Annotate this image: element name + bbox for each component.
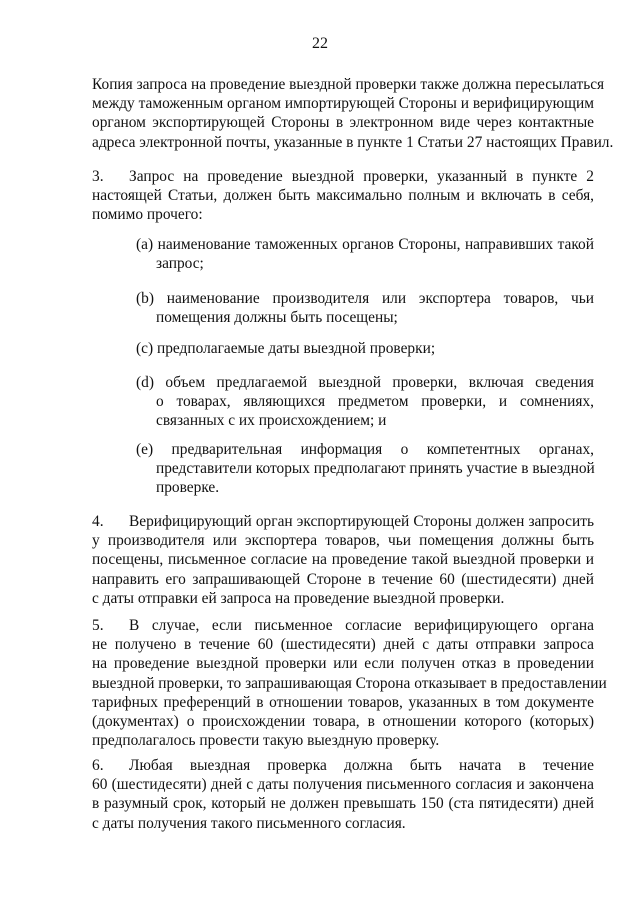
text-line: наименование таможенных органов Стороны, направивших такой — [157, 236, 594, 253]
text-line: 60 (шестидесяти) дней с даты получения письменного согласия и закончена — [92, 776, 594, 794]
item-marker: (b) — [136, 290, 154, 307]
list-item-b — [136, 289, 594, 327]
text-line: (документах) о происхождении товара, в отношении которого (которых) — [92, 713, 594, 731]
item-marker: (a) — [136, 236, 154, 253]
text-line: предполагалось провести такую выездную проверку. — [92, 732, 440, 750]
text-line: представители которых предполагают принять участие в выездной — [156, 460, 595, 478]
text-line: у производителя или экспортера товаров, чьи помещения должны быть — [92, 532, 594, 550]
paragraph-number: 6. — [92, 757, 104, 774]
text-line: направить его запрашивающей Стороне в течение 60 (шестидесяти) дней — [92, 570, 594, 588]
paragraph-4 — [92, 512, 594, 608]
text-line: проверке. — [156, 479, 220, 497]
text-line: запрос; — [156, 255, 204, 273]
list-item-d — [136, 373, 594, 431]
text-line: настоящей Статьи, должен быть максимально полным и включать в себя, — [92, 187, 594, 205]
text-line: в разумный срок, который не должен превышать 150 (ста пятидесяти) дней — [92, 795, 594, 813]
text-line: Верифицирующий орган экспортирующей Стороны должен запросить — [129, 513, 594, 530]
text-line: наименование производителя или экспортера товаров, чьи — [166, 290, 594, 307]
text-line: на проведение выездной проверки или если получен отказ в проведении — [92, 655, 594, 673]
text-line: с даты отправки ей запроса на проведение выездной проверки. — [92, 589, 505, 607]
page-number: 22 — [312, 35, 328, 52]
paragraph-5 — [92, 616, 607, 750]
text-line: помимо прочего: — [92, 206, 203, 224]
text-line: выездной проверки, то запрашивающая Сторона отказывает в предоставлении — [92, 674, 607, 692]
text-line: с даты получения такого письменного согласия. — [92, 814, 406, 832]
paragraph-3 — [92, 167, 594, 225]
item-marker: (c) — [136, 340, 154, 357]
paragraph-number: 5. — [92, 617, 104, 634]
paragraph-intro — [92, 75, 614, 152]
text-line: органом экспортирующей Стороны в электронном виде через контактные — [92, 114, 594, 132]
text-line: тарифных преференций в отношении товаров, указанных в том документе — [92, 693, 594, 711]
text-line: Любая выездная проверка должна быть начата в течение — [129, 757, 594, 774]
list-item-c — [136, 339, 594, 358]
paragraph-number: 3. — [92, 168, 104, 185]
text-line: адреса электронной почты, указанные в пункте 1 Статьи 27 настоящих Правил. — [92, 133, 614, 151]
text-line: связанных с их происхождением; и — [156, 412, 387, 430]
list-item-a — [136, 235, 594, 273]
text-line: между таможенным органом импортирующей Стороны и верифицирующим — [92, 95, 594, 113]
text-line: не получено в течение 60 (шестидесяти) дней с даты отправки запроса — [92, 636, 594, 654]
item-marker: (e) — [136, 441, 154, 458]
paragraph-number: 4. — [92, 513, 104, 530]
text-line: объем предлагаемой выездной проверки, включая сведения — [165, 374, 594, 391]
text-line: предварительная информация о компетентных органах, — [171, 441, 594, 458]
text-line: посещены, письменное согласие на проведение такой выездной проверки и — [92, 551, 594, 569]
text-line: помещения должны быть посещены; — [156, 309, 398, 327]
text-line: В случае, если письменное согласие верифицирующего органа — [129, 617, 594, 634]
paragraph-6 — [92, 756, 594, 833]
item-marker: (d) — [136, 374, 154, 391]
text-line: предполагаемые даты выездной проверки; — [156, 340, 436, 357]
text-line: о товарах, являющихся предметом проверки, и сомнениях, — [156, 393, 594, 411]
list-item-e — [136, 440, 594, 498]
text-line: Запрос на проведение выездной проверки, указанный в пункте 2 — [129, 168, 594, 185]
text-line: Копия запроса на проведение выездной проверки также должна пересылаться — [92, 76, 605, 93]
